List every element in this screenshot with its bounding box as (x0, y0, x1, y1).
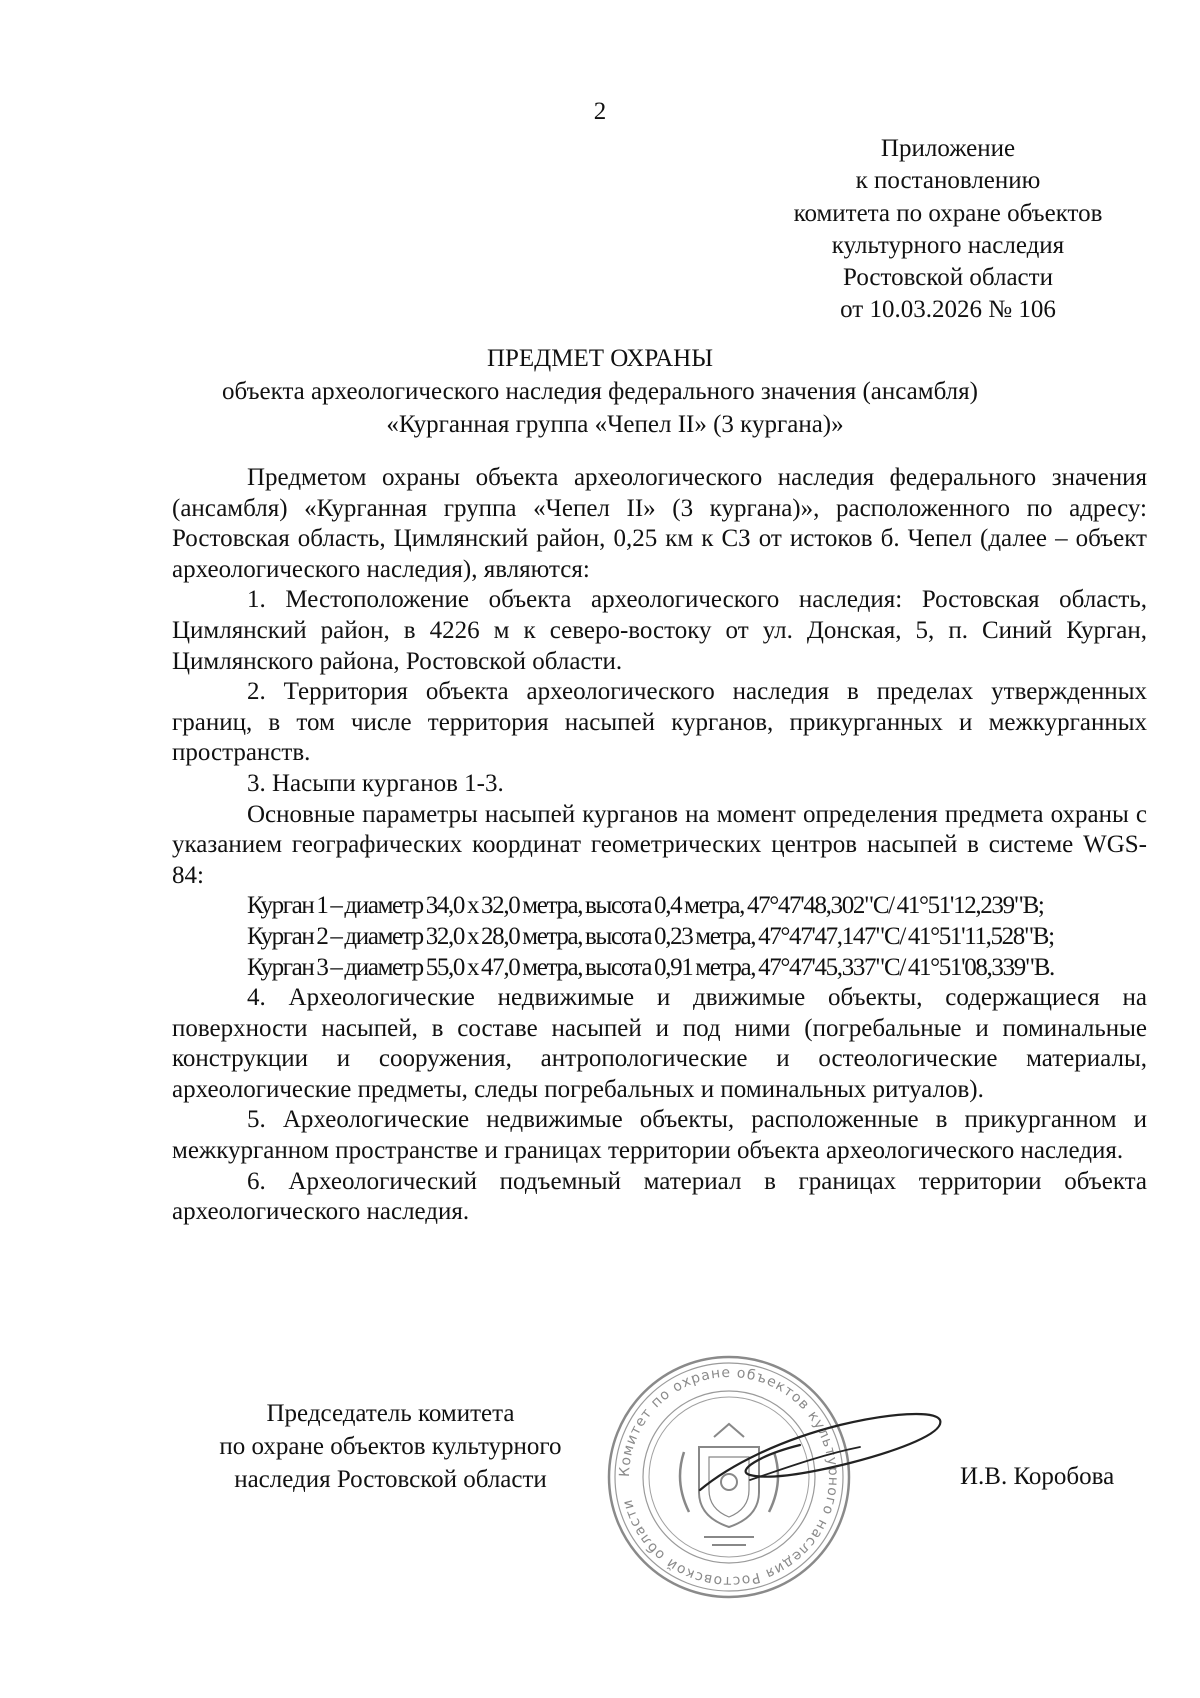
appendix-line: комитета по охране объектов (793, 199, 1103, 227)
document-title (0, 342, 1200, 441)
document-body (172, 463, 1147, 1228)
kurgan-2-line: Курган 2 – диаметр 32,0 х 28,0 метра, высота 0,23 метра, 47°47'47,147"С/ 41°51'11,528"В; (247, 922, 1054, 950)
appendix-line: Ростовской области (843, 264, 1053, 292)
item-mounds: 3. Насыпи курганов 1-3. (247, 769, 504, 797)
item-objects: 4. Археологические недвижимые и движимые объекты, содержащиеся на поверхности насыпей, в составе насыпей и под ними (погребальные и поминальные конструкции и сооружения, антропологические и остеологические материалы, археологические предметы, следы погребальных и поминальных ритуалов). (172, 984, 1147, 1103)
page-number: 2 (593, 98, 607, 125)
appendix-date-line: от 10.03.2026 № 106 (840, 296, 1056, 324)
title-subtitle: объекта археологического наследия федерального значения (ансамбля) (222, 378, 978, 405)
appendix-header (748, 133, 1148, 327)
signer-line: Председатель комитета (266, 1400, 515, 1427)
appendix-line: культурного наследия (831, 231, 1065, 259)
item-immovable: 5. Археологические недвижимые объекты, расположенные в прикурганном и межкурганном пространстве и границах территории объекта археологического наследия. (172, 1106, 1147, 1165)
appendix-line: к постановлению (855, 167, 1041, 195)
intro-paragraph: Предметом охраны объекта археологического наследия федерального значения (ансамбля) «Курганная группа «Чепел II» (3 кургана)», расположенного по адресу: Ростовская область, Цимлянский район, 0,25 км к СЗ от истоков б. Чепел (далее – объект археологического наследия), являются: (172, 464, 1147, 583)
params-paragraph: Основные параметры насыпей курганов на момент определения предмета охраны с указанием географических координат геометрических центров насыпей в системе WGS-84: (172, 800, 1147, 889)
signer-line: наследия Ростовской области (234, 1466, 547, 1493)
appendix-line: Приложение (880, 135, 1016, 162)
item-location: 1. Местоположение объекта археологического наследия: Ростовская область, Цимлянский район, в 4226 м к северо-востоку от ул. Донская, 5, п. Синий Курган, Цимлянского района, Ростовской области. (172, 586, 1147, 675)
kurgan-3-line: Курган 3 – диаметр 55,0 х 47,0 метра, высота 0,91 метра, 47°47'45,337"С/ 41°51'08,339"В. (247, 953, 1054, 981)
item-territory: 2. Территория объекта археологического наследия в пределах утвержденных границ, в том числе территория насыпей курганов, прикурганных и межкурганных пространств. (172, 678, 1147, 767)
title-object-name: «Курганная группа «Чепел II» (3 кургана)» (386, 411, 844, 438)
kurgan-1-line: Курган 1 – диаметр 34,0 х 32,0 метра, высота 0,4 метра, 47°47'48,302"С/ 41°51'12,239"В; (247, 892, 1044, 920)
signer-line: по охране объектов культурного (219, 1433, 562, 1460)
title-heading: ПРЕДМЕТ ОХРАНЫ (486, 345, 714, 372)
item-surface-material: 6. Археологический подъемный материал в границах территории объекта археологического наследия. (172, 1167, 1147, 1226)
signature-icon (690, 1395, 950, 1515)
signer-position (178, 1397, 603, 1496)
signer-name: И.В. Коробова (960, 1463, 1115, 1490)
seal-text: Комитет по охране объектов культурного наследия Ростовской области (616, 1364, 842, 1590)
